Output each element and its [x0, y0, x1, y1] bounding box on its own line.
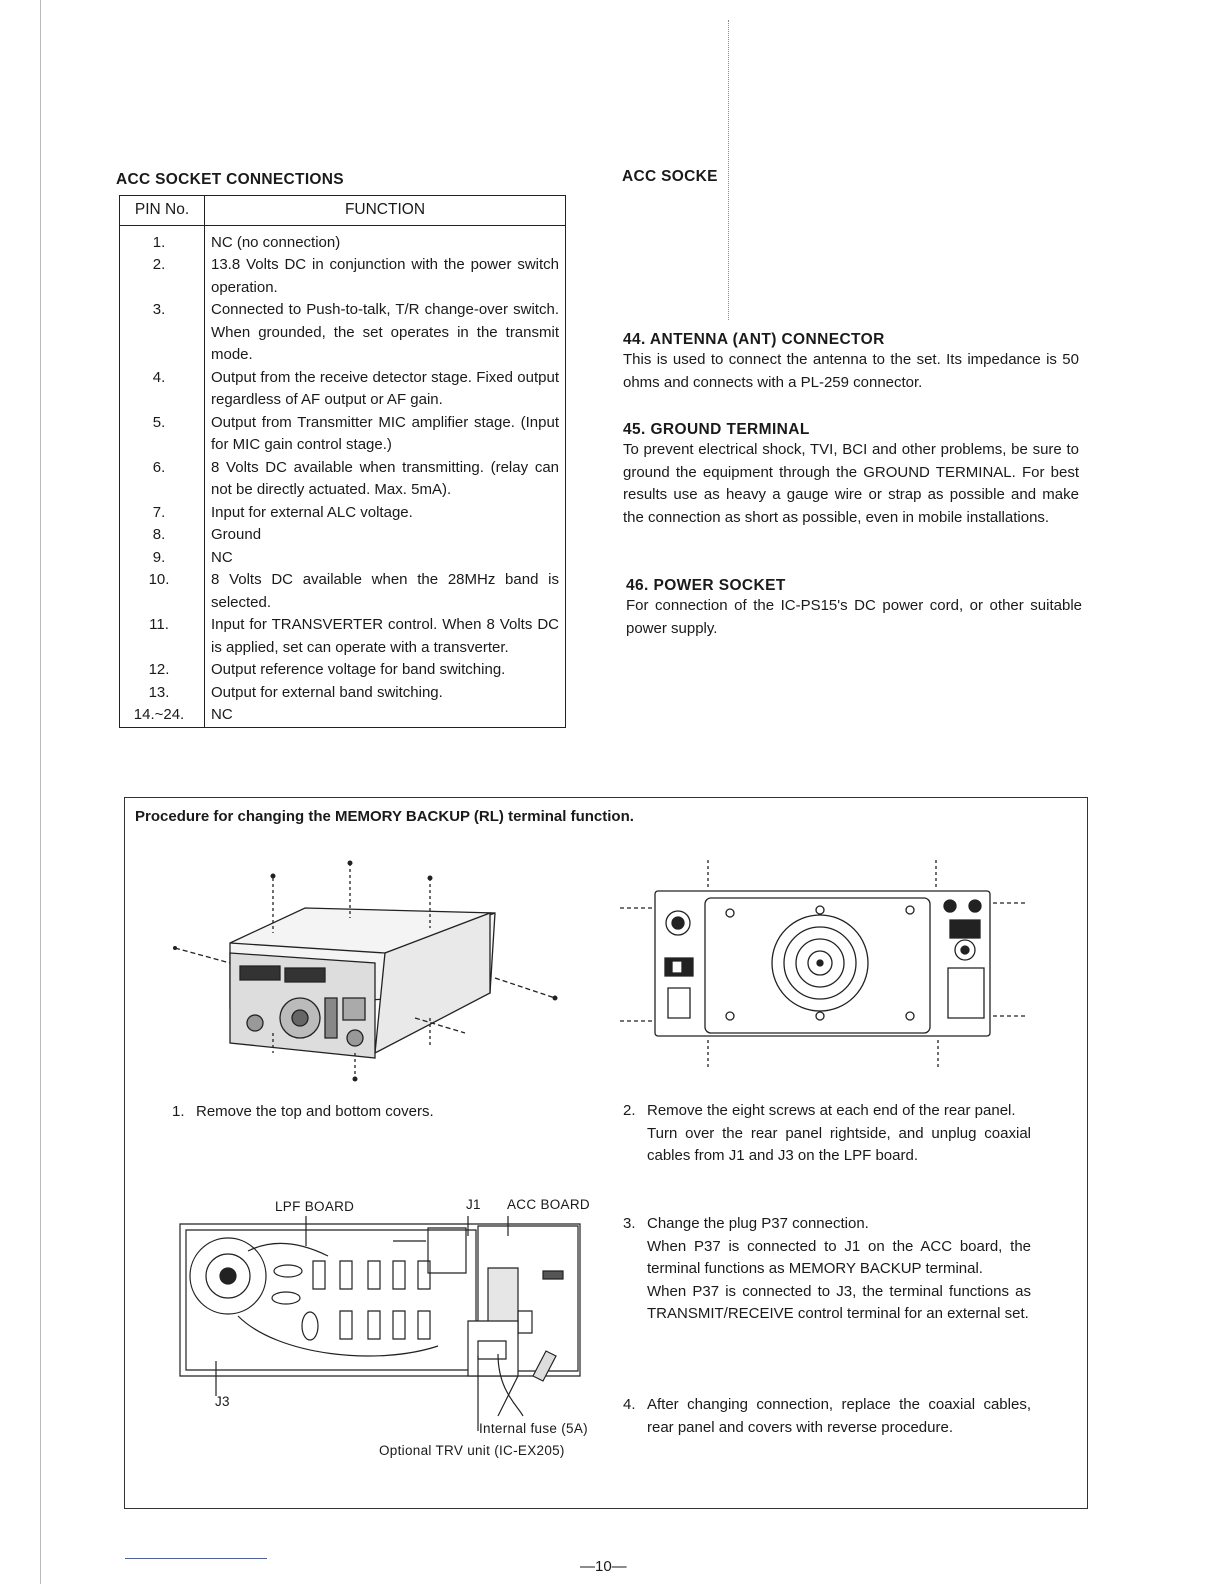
step-3	[623, 1213, 1031, 1326]
function-cell: Output from Transmitter MIC amplifier stage. (Input for MIC gain control stage.)	[205, 412, 566, 457]
acc-connections-table	[119, 195, 566, 728]
section-title: 45. GROUND TERMINAL	[623, 421, 810, 438]
table-row	[120, 412, 566, 457]
pin-cell: 7.	[120, 502, 205, 525]
step-number: 2.	[623, 1102, 636, 1119]
table-row	[120, 457, 566, 502]
function-cell: NC	[205, 704, 566, 727]
section-body: This is used to connect the antenna to the set. Its impedance is 50 ohms and connects with a PL-259 connector.	[623, 351, 1079, 391]
step-number: 1.	[172, 1103, 185, 1120]
board-diagram	[178, 1216, 588, 1436]
pin-cell: 4.	[120, 367, 205, 412]
left-margin-line	[40, 0, 41, 1584]
step-text: Remove the top and bottom covers.	[196, 1103, 434, 1120]
function-cell: Ground	[205, 524, 566, 547]
pin-cell: 1.	[120, 225, 205, 254]
function-cell: 8 Volts DC available when the 28MHz band is selected.	[205, 569, 566, 614]
step-4	[623, 1394, 1031, 1439]
table-row	[120, 547, 566, 570]
table-row	[120, 704, 566, 727]
section-body: For connection of the IC-PS15's DC power cord, or other suitable power supply.	[626, 597, 1082, 637]
table-row	[120, 367, 566, 412]
pin-cell: 10.	[120, 569, 205, 614]
pin-header: PIN No.	[120, 196, 205, 226]
function-cell: Output reference voltage for band switching.	[205, 659, 566, 682]
procedure-title: Procedure for changing the MEMORY BACKUP (RL) terminal function.	[135, 808, 634, 825]
function-cell: Output for external band switching.	[205, 682, 566, 705]
step-text: After changing connection, replace the coaxial cables, rear panel and covers with reverse procedure.	[647, 1396, 1031, 1436]
trv-unit-label: Optional TRV unit (IC-EX205)	[379, 1443, 565, 1458]
pin-cell: 2.	[120, 254, 205, 299]
pin-cell: 3.	[120, 299, 205, 367]
page-number: —10—	[580, 1558, 627, 1575]
acc-table-title: ACC SOCKET CONNECTIONS	[116, 171, 344, 188]
function-header: FUNCTION	[205, 196, 566, 226]
section-antenna	[623, 331, 1079, 394]
step-number: 3.	[623, 1215, 636, 1232]
step-number: 4.	[623, 1396, 636, 1413]
acc-board-label: ACC BOARD	[507, 1197, 590, 1212]
step-2	[623, 1100, 1031, 1168]
step-text: Remove the eight screws at each end of the rear panel.	[647, 1102, 1016, 1119]
pin-cell: 14.~24.	[120, 704, 205, 727]
function-cell: Output from the receive detector stage. Fixed output regardless of AF output or AF gain.	[205, 367, 566, 412]
internal-fuse-label: Internal fuse (5A)	[479, 1421, 588, 1436]
step-text-3: When P37 is connected to J3, the terminal functions as TRANSMIT/RECEIVE control terminal for an external set.	[647, 1282, 1031, 1322]
pin-cell: 13.	[120, 682, 205, 705]
function-cell: NC (no connection)	[205, 225, 566, 254]
step-text-2: Turn over the rear panel rightside, and unplug coaxial cables from J1 and J3 on the LPF board.	[647, 1124, 1031, 1164]
section-title: 46. POWER SOCKET	[626, 577, 786, 594]
table-header-row	[120, 196, 566, 226]
function-cell: 13.8 Volts DC in conjunction with the power switch operation.	[205, 254, 566, 299]
j1-label: J1	[466, 1197, 481, 1212]
table-row	[120, 254, 566, 299]
j3-label: J3	[215, 1394, 230, 1409]
pin-cell: 6.	[120, 457, 205, 502]
pin-cell: 8.	[120, 524, 205, 547]
function-cell: Connected to Push-to-talk, T/R change-over switch. When grounded, the set operates in the transmit mode.	[205, 299, 566, 367]
tear-line	[728, 20, 730, 320]
step-text: Change the plug P37 connection.	[647, 1215, 869, 1232]
table-row	[120, 614, 566, 659]
function-cell: 8 Volts DC available when transmitting. (relay can not be directly actuated. Max. 5mA).	[205, 457, 566, 502]
footer-rule	[125, 1558, 267, 1559]
function-cell: NC	[205, 547, 566, 570]
lpf-board-label: LPF BOARD	[275, 1199, 355, 1214]
function-cell: Input for external ALC voltage.	[205, 502, 566, 525]
table-row	[120, 299, 566, 367]
section-body: To prevent electrical shock, TVI, BCI and other problems, be sure to ground the equipment through the GROUND TERMINAL. For best results use as heavy a gauge wire or strap as possible and make the connection as short as possible, even in mobile installations.	[623, 441, 1079, 526]
step-1	[172, 1101, 502, 1124]
rear-panel-illustration	[620, 858, 1030, 1068]
transceiver-illustration	[165, 858, 565, 1088]
table-row	[120, 659, 566, 682]
table-row	[120, 569, 566, 614]
section-ground	[623, 421, 1079, 529]
acc-socket-fragment: ACC SOCKE	[622, 168, 718, 185]
table-row	[120, 682, 566, 705]
pin-cell: 9.	[120, 547, 205, 570]
table-row	[120, 225, 566, 254]
pin-cell: 12.	[120, 659, 205, 682]
section-title: 44. ANTENNA (ANT) CONNECTOR	[623, 331, 885, 348]
table-row	[120, 502, 566, 525]
function-cell: Input for TRANSVERTER control. When 8 Volts DC is applied, set can operate with a transverter.	[205, 614, 566, 659]
pin-cell: 5.	[120, 412, 205, 457]
step-text-2: When P37 is connected to J1 on the ACC board, the terminal functions as MEMORY BACKUP terminal.	[647, 1237, 1031, 1277]
pin-cell: 11.	[120, 614, 205, 659]
table-row	[120, 524, 566, 547]
section-power	[626, 577, 1082, 640]
